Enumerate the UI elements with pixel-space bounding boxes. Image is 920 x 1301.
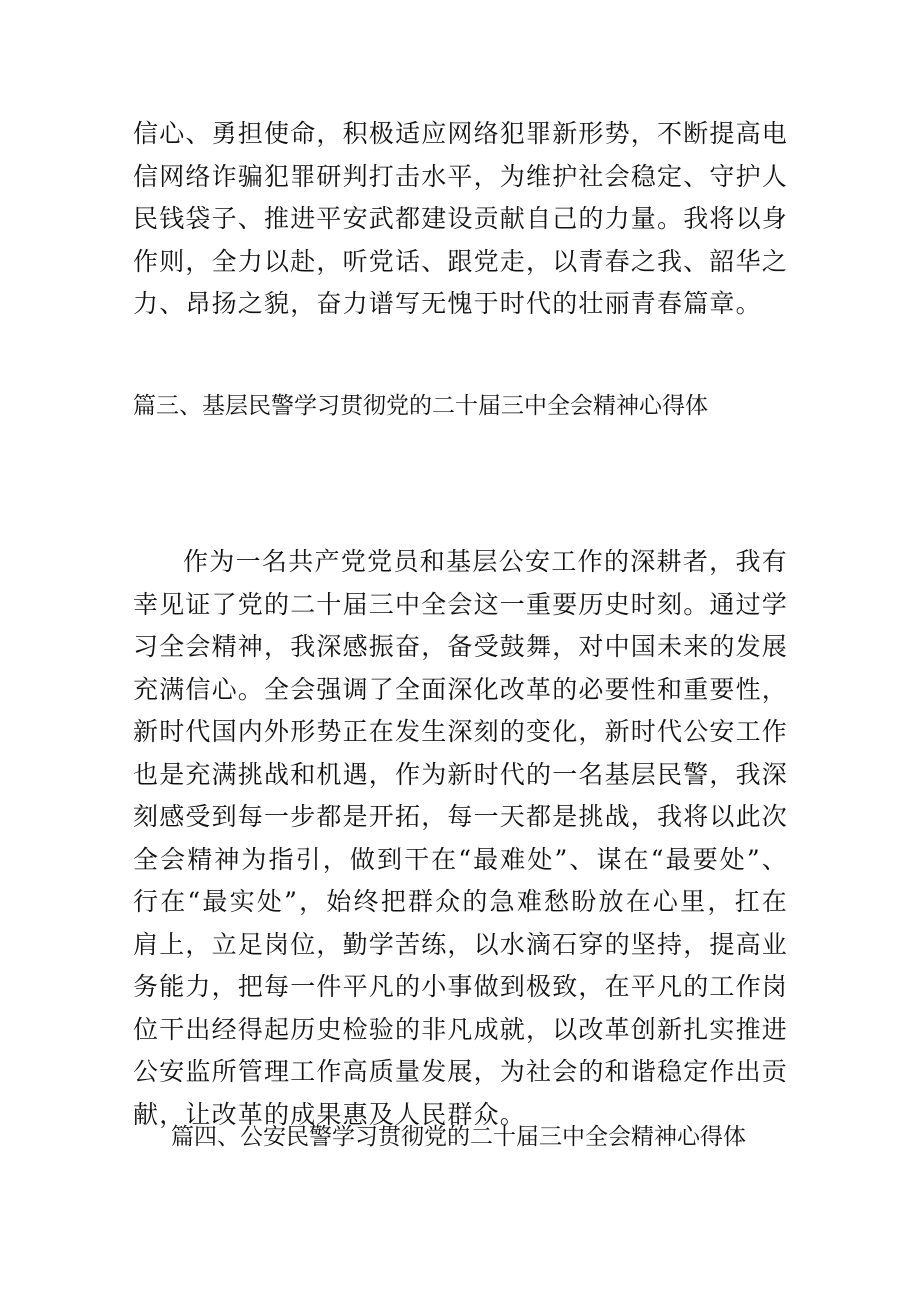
- section-4-title: 篇四、公安民警学习贯彻党的二十届三中全会精神心得体: [171, 1124, 746, 1150]
- continued-paragraph: 信心、勇担使命，积极适应网络犯罪新形势，不断提高电信网络诈骗犯罪研判打击水平，为维护社会稳定、守护人民钱袋子、推进平安武都建设贡献自己的力量。我将以身作则，全力以赴，听党话、跟党走，以青春之我、韶华之力、昂扬之貌，奋力谱写无愧于时代的壮丽青春篇章。: [133, 119, 789, 318]
- section-3-title: 篇三、基层民警学习贯彻党的二十届三中全会精神心得体: [133, 393, 708, 419]
- section-3-body: 作为一名共产党党员和基层公安工作的深耕者，我有幸见证了党的二十届三中全会这一重要历史时刻。通过学习全会精神，我深感振奋，备受鼓舞，对中国未来的发展充满信心。全会强调了全面深化改革的必要性和重要性，新时代国内外形势正在发生深刻的变化，新时代公安工作也是充满挑战和机遇，作为新时代的一名基层民警，我深刻感受到每一步都是开拓，每一天都是挑战，我将以此次全会精神为指引，做到干在“最难处”、谋在“最要处”、行在“最实处”，始终把群众的急难愁盼放在心里，扛在肩上，立足岗位，勤学苦练，以水滴石穿的坚持，提高业务能力，把每一件平凡的小事做到极致，在平凡的工作岗位干出经得起历史检验的非凡成就，以改革创新扎实推进公安监所管理工作高质量发展，为社会的和谐稳定作出贡献，让改革的成果惠及人民群众。: [133, 547, 789, 1129]
